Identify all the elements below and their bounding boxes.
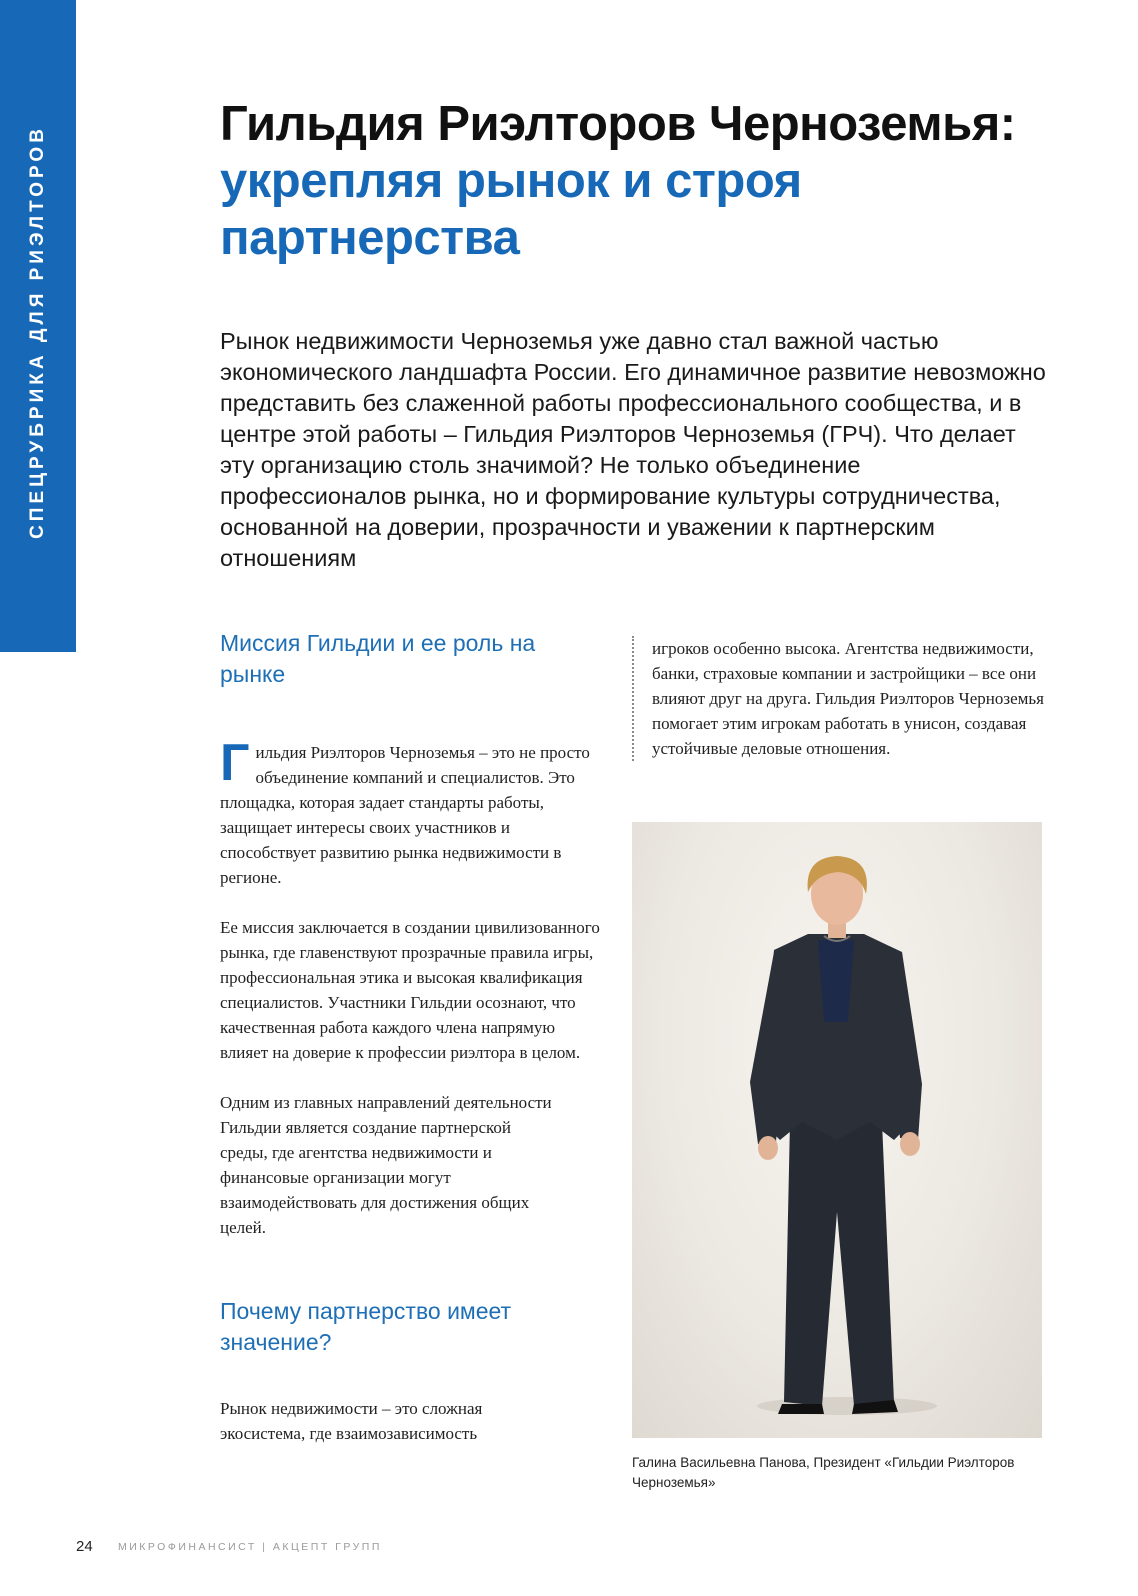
right-column-text (632, 636, 1052, 761)
mission-paragraph-1: ильдия Риэлторов Черноземья – это не просто объединение компаний и специалистов. Это площадка, которая задает стандарты работы, защищает интересы своих участников и способствует развитию рынка недвижимости в регионе. (220, 743, 590, 887)
section-heading-mission: Миссия Гильдии и ее роль на рынке (220, 630, 536, 687)
article-title (220, 96, 1070, 267)
drop-cap: Г (220, 734, 250, 792)
title-line-2: укрепляя рынок и строя партнерства (220, 154, 802, 265)
left-column (220, 628, 600, 1446)
portrait-illustration (632, 822, 1042, 1438)
continuation-paragraph: игроков особенно высока. Агентства недвижимости, банки, страховые компании и застройщики – все они влияют друг на друга. Гильдия Риэлторов Черноземья помогает этим игрокам работать в унисон, создавая устойчивые деловые отношения. (652, 639, 1044, 758)
section-heading-partnership: Почему партнерство имеет значение? (220, 1298, 512, 1355)
mission-paragraph-3: Одним из главных направлений деятельности Гильдии является создание партнерской среды, где агентства недвижимости и финансовые организации могут взаимодействовать для достижения общих целей. (220, 1093, 552, 1237)
title-line-1: Гильдия Риэлторов Черноземья: (220, 97, 1016, 151)
lead-paragraph: Рынок недвижимости Черноземья уже давно стал важной частью экономического ландшафта России. Его динамичное развитие невозможно представить без слаженной работы профессионального сообщества, и в центре этой работы – Гильдия Риэлторов Черноземья (ГРЧ). Что делает эту организацию столь значимой? Не только объединение профессионалов рынка, но и формирование культуры сотрудничества, основанной на доверии, прозрачности и уважении к партнерским отношениям (220, 328, 1046, 571)
rubric-sidebar (0, 0, 76, 652)
rubric-label: СПЕЦРУБРИКА ДЛЯ РИЭЛТОРОВ (27, 125, 48, 539)
photo-caption: Галина Васильевна Панова, Президент «Гильдии Риэлторов Черноземья» (632, 1455, 1015, 1490)
mission-paragraph-2: Ее миссия заключается в создании цивилизованного рынка, где главенствуют прозрачные правила игры, профессиональная этика и высокая квалификация специалистов. Участники Гильдии осознают, что качественная работа каждого члена напрямую влияет на доверие к профессии риэлтора в целом. (220, 918, 600, 1062)
footer-brand: МИКРОФИНАНСИСТ | АКЦЕПТ ГРУПП (118, 1541, 382, 1553)
portrait-photo (632, 822, 1042, 1438)
mission-paragraph-1-block (220, 734, 600, 890)
page-number: 24 (76, 1538, 93, 1555)
partnership-paragraph-1: Рынок недвижимости – это сложная экосистема, где взаимозависимость (220, 1399, 483, 1443)
